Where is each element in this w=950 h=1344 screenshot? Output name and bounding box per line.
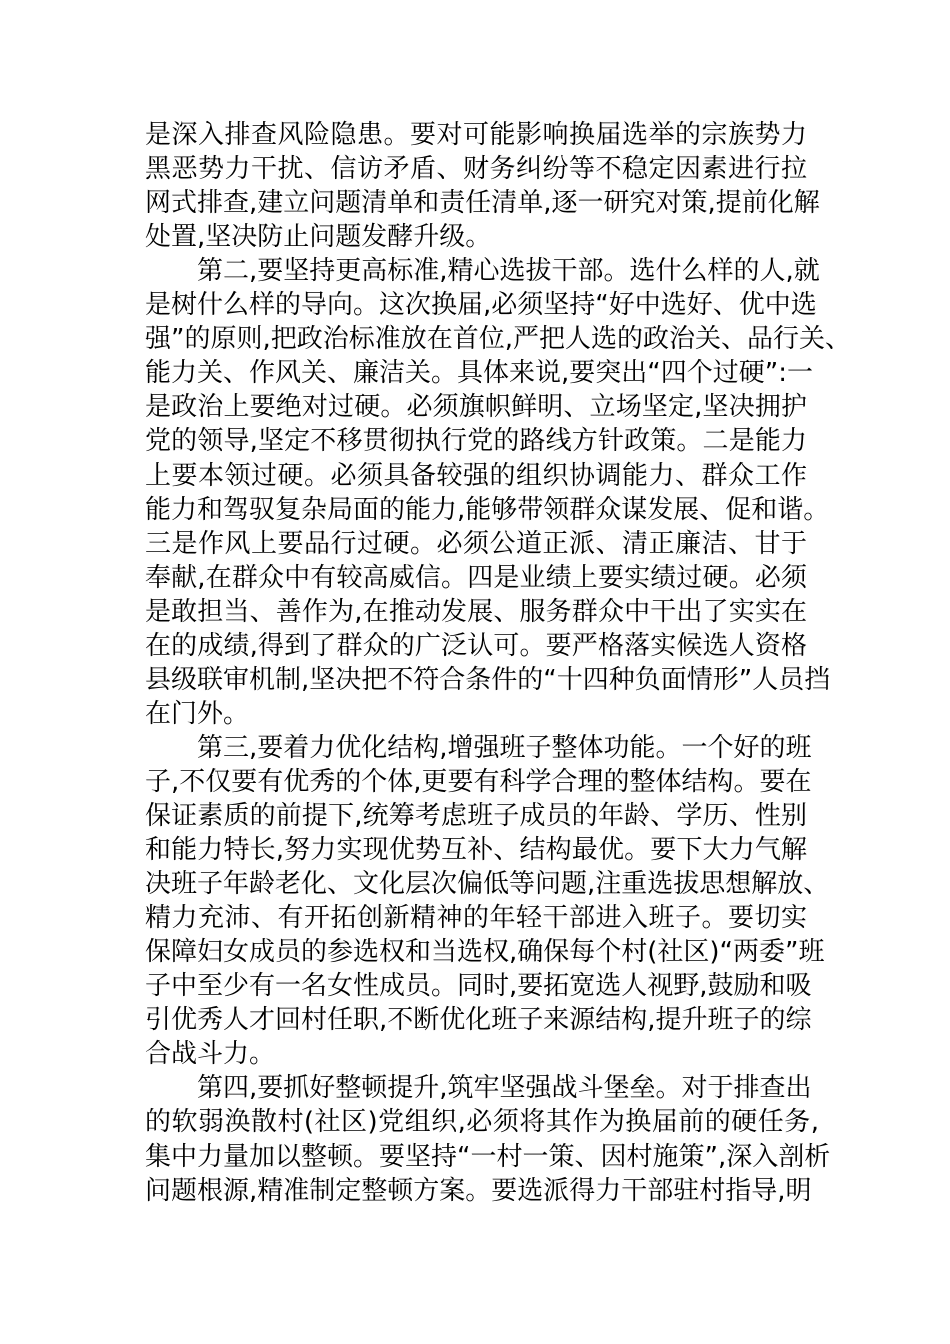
- text-line: 上要本领过硬。必须具备较强的组织协调能力、群众工作: [145, 460, 807, 491]
- text-line: 保障妇女成员的参选权和当选权,确保每个村(社区)“两委”班: [145, 937, 825, 968]
- text-line: 在的成绩,得到了群众的广泛认可。要严格落实候选人资格: [145, 630, 807, 661]
- text-line: 县级联审机制,坚决把不符合条件的“十四种负面情形”人员挡: [145, 664, 831, 695]
- text-line: 保证素质的前提下,统筹考虑班子成员的年龄、学历、性别: [145, 801, 807, 831]
- text-line: 第二,要坚持更高标准,精心选拔干部。选什么样的人,就: [197, 256, 820, 287]
- text-line: 子,不仅要有优秀的个体,更要有科学合理的整体结构。要在: [145, 766, 812, 797]
- text-line: 网式排查,建立问题清单和责任清单,逐一研究对策,提前化解: [145, 188, 820, 219]
- text-line: 第三,要着力优化结构,增强班子整体功能。一个好的班: [197, 732, 812, 763]
- text-line: 三是作风上要品行过硬。必须公道正派、清正廉洁、甘于: [145, 528, 807, 559]
- text-line: 第四,要抓好整顿提升,筑牢坚强战斗堡垒。对于排查出: [197, 1073, 812, 1104]
- text-line: 是政治上要绝对过硬。必须旗帜鲜明、立场坚定,坚决拥护: [145, 392, 807, 423]
- text-line: 的软弱涣散村(社区)党组织,必须将其作为换届前的硬任务,: [145, 1107, 819, 1138]
- text-line: 黑恶势力干扰、信访矛盾、财务纠纷等不稳定因素进行拉: [145, 154, 807, 185]
- text-line: 是树什么样的导向。这次换届,必须坚持“好中选好、优中选: [145, 290, 817, 321]
- text-line: 奉献,在群众中有较高威信。四是业绩上要实绩过硬。必须: [145, 562, 807, 593]
- text-line: 子中至少有一名女性成员。同时,要拓宽选人视野,鼓励和吸: [145, 971, 812, 1002]
- text-line: 集中力量加以整顿。要坚持“一村一策、因村施策”,深入剖析: [145, 1141, 831, 1172]
- text-line: 党的领导,坚定不移贯彻执行党的路线方针政策。二是能力: [145, 426, 807, 457]
- text-line: 能力和驾驭复杂局面的能力,能够带领群众谋发展、促和谐。: [145, 494, 830, 525]
- text-line: 问题根源,精准制定整顿方案。要选派得力干部驻村指导,明: [145, 1175, 812, 1206]
- text-line: 决班子年龄老化、文化层次偏低等问题,注重选拔思想解放、: [145, 869, 830, 900]
- text-line: 处置,坚决防止问题发酵升级。: [145, 222, 492, 253]
- text-line: 是敢担当、善作为,在推动发展、服务群众中干出了实实在: [145, 596, 807, 627]
- text-line: 在门外。: [145, 698, 250, 729]
- text-line: 引优秀人才回村任职,不断优化班子来源结构,提升班子的综: [145, 1005, 812, 1036]
- text-line: 能力关、作风关、廉洁关。具体来说,要突出“四个过硬”:一: [145, 358, 813, 389]
- text-line: 合战斗力。: [145, 1039, 276, 1070]
- text-line: 强”的原则,把政治标准放在首位,严把人选的政治关、品行关、: [145, 324, 851, 355]
- text-line: 精力充沛、有开拓创新精神的年轻干部进入班子。要切实: [145, 903, 807, 934]
- text-line: 是深入排查风险隐患。要对可能影响换届选举的宗族势力: [145, 120, 807, 150]
- text-line: 和能力特长,努力实现优势互补、结构最优。要下大力气解: [145, 835, 807, 866]
